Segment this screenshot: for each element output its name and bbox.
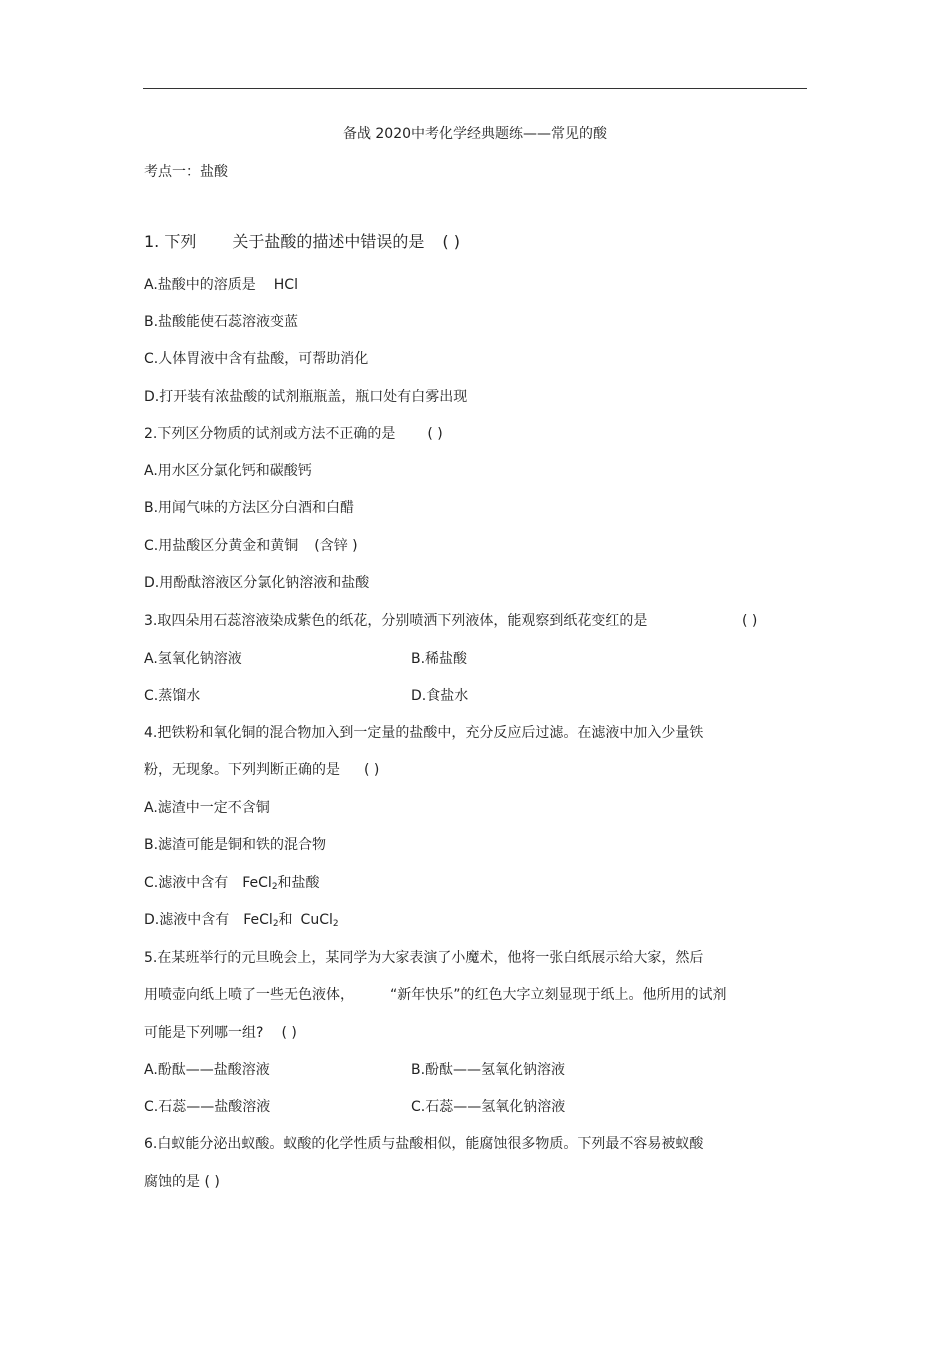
question-2-stem: 2.下列区分物质的试剂或方法不正确的是 ( ) (144, 426, 443, 442)
question-4-option-d: D.滤液中含有 FeCl$_2$和 CuCl$_2$ (144, 912, 339, 929)
question-2-option-c: C.用盐酸区分黄金和黄铜 (含锌 ) (144, 538, 358, 554)
question-5-stem-line1: 5.在某班举行的元旦晚会上，某同学为大家表演了小魔术，他将一张白纸展示给大家，然后 (144, 950, 704, 966)
question-5-option-d: C.石蕊——氢氧化钠溶液 (411, 1099, 566, 1115)
question-1-option-b: B.盐酸能使石蕊溶液变蓝 (144, 314, 299, 330)
question-5-option-c: C.石蕊——盐酸溶液 (144, 1099, 271, 1115)
question-2-paren: ( ) (427, 426, 443, 442)
header-rule (143, 88, 807, 89)
question-2-option-d: D.用酚酞溶液区分氯化钠溶液和盐酸 (144, 575, 370, 591)
question-3-option-b: B.稀盐酸 (411, 651, 468, 667)
question-5-paren: ( ) (281, 1025, 297, 1041)
question-3-paren: ( ) (742, 613, 758, 629)
question-2-option-a: A.用水区分氯化钙和碳酸钙 (144, 463, 312, 479)
question-6-stem-line2: 腐蚀的是 ( ) (144, 1174, 220, 1190)
formula-fecl2: FeCl (243, 912, 273, 928)
question-1-text: 关于盐酸的描述中错误的是 (232, 232, 425, 251)
question-4-paren: ( ) (364, 762, 380, 778)
question-5-option-b: B.酚酞——氢氧化钠溶液 (411, 1062, 566, 1078)
question-3-option-a: A.氢氧化钠溶液 (144, 651, 242, 667)
question-2-option-b: B.用闻气味的方法区分白酒和白醋 (144, 500, 355, 516)
question-1-stem (144, 232, 460, 252)
document-title: 备战 2020中考化学经典题练——常见的酸 (342, 126, 608, 142)
question-4-option-c: C.滤液中含有 FeCl$_2$和盐酸 (144, 875, 320, 892)
question-4-stem-line2: 粉，无现象。下列判断正确的是 ( ) (144, 762, 380, 778)
section-heading: 考点一：盐酸 (144, 164, 228, 180)
formula-cucl2: CuCl (300, 912, 333, 928)
question-3-option-c: C.蒸馏水 (144, 688, 201, 704)
question-4-stem-line1: 4.把铁粉和氧化铜的混合物加入到一定量的盐酸中，充分反应后过滤。在滤液中加入少量铁 (144, 725, 704, 741)
question-6-stem-line1: 6.白蚁能分泌出蚁酸。蚁酸的化学性质与盐酸相似，能腐蚀很多物质。下列最不容易被蚁酸 (144, 1136, 704, 1152)
question-1-paren: ( ) (442, 232, 460, 251)
question-1-number: 1. 下列 (144, 232, 197, 251)
question-1-option-d: D.打开装有浓盐酸的试剂瓶瓶盖，瓶口处有白雾出现 (144, 389, 468, 405)
question-1-option-a: A.盐酸中的溶质是 HCl (144, 277, 298, 293)
question-1-option-c: C.人体胃液中含有盐酸，可帮助消化 (144, 351, 369, 367)
question-5-option-a: A.酚酞——盐酸溶液 (144, 1062, 270, 1078)
question-4-option-b: B.滤渣可能是铜和铁的混合物 (144, 837, 327, 853)
question-3-option-d: D.食盐水 (411, 688, 469, 704)
formula-fecl2: FeCl (242, 875, 272, 891)
question-5-stem-line3: 可能是下列哪一组? ( ) (144, 1025, 297, 1041)
question-4-option-a: A.滤渣中一定不含铜 (144, 800, 270, 816)
question-5-stem-line2: 用喷壶向纸上喷了一些无色液体， “新年快乐”的红色大字立刻显现于纸上。他所用的试剂 (144, 987, 727, 1003)
question-3-stem: 3.取四朵用石蕊溶液染成紫色的纸花，分别喷洒下列液体，能观察到纸花变红的是 (144, 613, 648, 629)
